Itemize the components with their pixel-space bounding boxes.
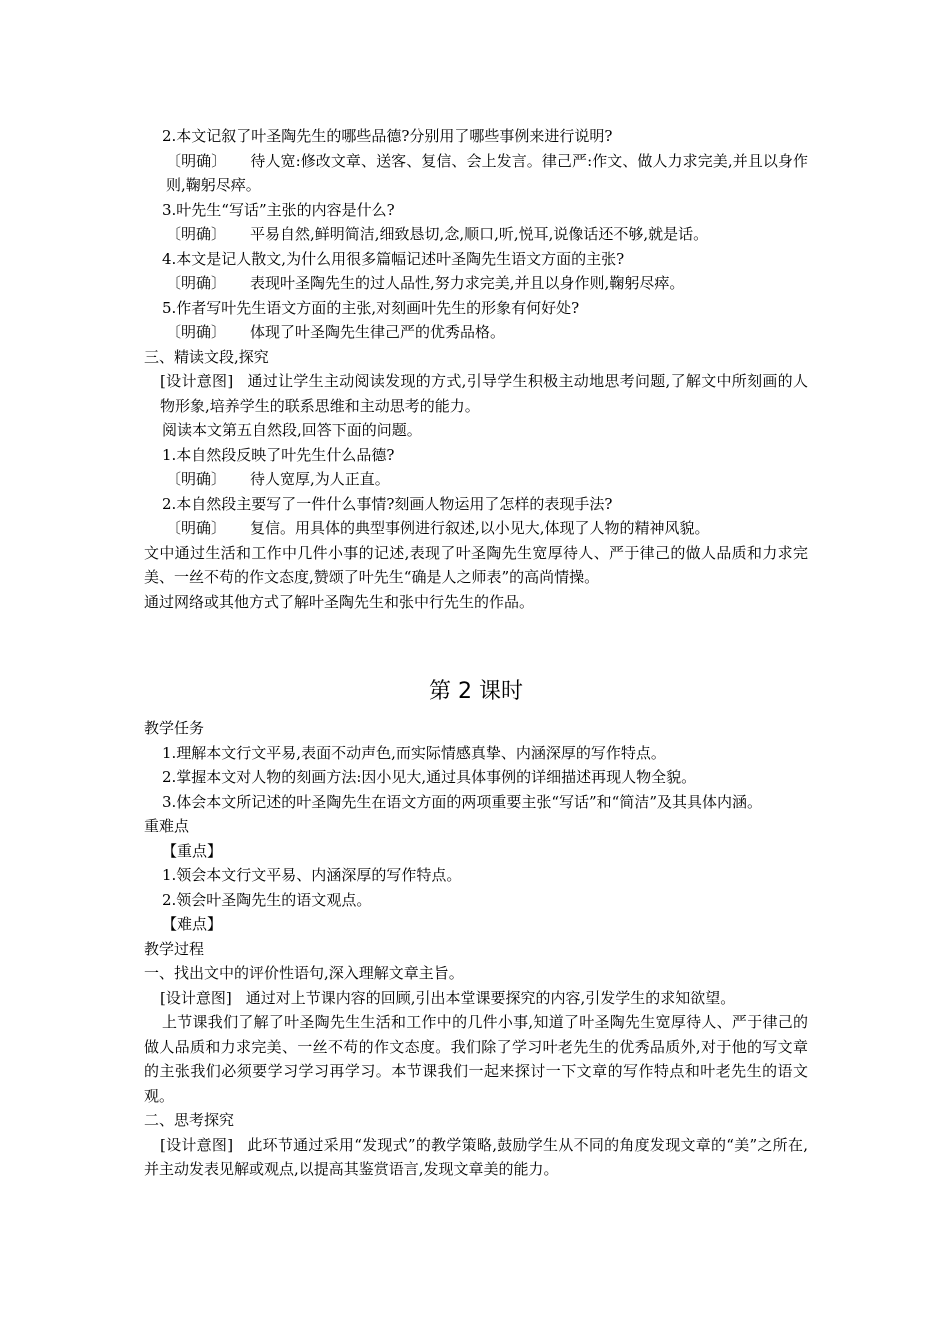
answer-label: 〔明确〕 xyxy=(166,519,227,537)
step-1-paragraph: 上节课我们了解了叶圣陶先生生活和工作中的几件小事,知道了叶圣陶先生宽厚待人、严于律己的做人品质和力求完美、一丝不苟的作文态度。我们除了学习叶老先生的优秀品质外,对于他的写文章的主张我们必须要学习学习再学习。本节课我们一起来探讨一下文章的写作特点和叶老先生的语文观。 xyxy=(144,1013,808,1105)
design-text: 通过对上节课内容的回顾,引出本堂课要探究的内容,引发学生的求知欲望。 xyxy=(245,988,736,1007)
design-label: [设计意图] xyxy=(160,1135,234,1154)
task-item: 2.掌握本文对人物的刻画方法:因小见大,通过具体事例的详细描述再现人物全貌。 xyxy=(162,768,697,786)
answer-label: 〔明确〕 xyxy=(166,274,227,292)
answer-2 xyxy=(144,149,808,198)
step-2-design-intent xyxy=(144,1133,808,1182)
answer-text: 复信。用具体的典型事例进行叙述,以小见大,体现了人物的精神风貌。 xyxy=(250,519,710,537)
answer-text: 待人宽厚,为人正直。 xyxy=(250,470,390,488)
key-item: 1.领会本文行文平易、内涵深厚的写作特点。 xyxy=(162,866,462,884)
answer-label: 〔明确〕 xyxy=(166,470,227,488)
design-label: [设计意图] xyxy=(160,988,232,1007)
section-heading-part3: 三、精读文段,探究 xyxy=(144,347,269,366)
answer-label: 〔明确〕 xyxy=(166,225,227,243)
answer-text: 平易自然,鲜明简洁,细致恳切,念,顺口,听,悦耳,说像话还不够,就是话。 xyxy=(250,225,709,243)
answer-label: 〔明确〕 xyxy=(166,151,227,170)
key-label: 【重点】 xyxy=(162,841,223,860)
key-points-heading: 重难点 xyxy=(144,817,190,835)
lesson-title: 第 2 课时 xyxy=(429,679,523,704)
question-4: 4.本文是记人散文,为什么用很多篇幅记述叶圣陶先生语文方面的主张? xyxy=(162,249,625,268)
answer-text: 体现了叶圣陶先生律己严的优秀品格。 xyxy=(250,323,506,341)
task-text: 3.体会本文所记述的叶圣陶先生在语文方面的两项重要主张“写话”和“简洁”及其具体内涵。 xyxy=(162,792,762,811)
question-2: 2.本文记叙了叶圣陶先生的哪些品德?分别用了哪些事例来进行说明? xyxy=(162,127,613,145)
summary-paragraph: 文中通过生活和工作中几件小事的记述,表现了叶圣陶先生宽厚待人、严于律己的做人品质和力求完美、一丝不苟的作文态度,赞颂了叶先生“确是人之师表”的高尚情操。 xyxy=(144,543,808,586)
question-5: 5.作者写叶先生语文方面的主张,对刻画叶先生的形象有何好处? xyxy=(162,298,580,317)
document-page xyxy=(144,124,808,1182)
answer-5 xyxy=(144,320,808,345)
key-item: 2.领会叶圣陶先生的语文观点。 xyxy=(162,890,372,909)
task-item: 1.理解本文行文平易,表面不动声色,而实际情感真挚、内涵深厚的写作特点。 xyxy=(162,743,666,762)
design-text: 通过让学生主动阅读发现的方式,引导学生积极主动地思考问题,了解文中所刻画的人物形象,培养学生的联系思维和主动思考的能力。 xyxy=(160,372,808,415)
step-1-heading: 一、找出文中的评价性语句,深入理解文章主旨。 xyxy=(144,964,464,982)
spacer xyxy=(144,614,808,676)
paragraph-answer-1 xyxy=(144,467,808,492)
design-intent xyxy=(144,369,808,418)
extension-paragraph: 通过网络或其他方式了解叶圣陶先生和张中行先生的作品。 xyxy=(144,592,535,611)
step-1-design-intent xyxy=(144,986,808,1011)
step-2-heading: 二、思考探究 xyxy=(144,1111,235,1129)
process-heading: 教学过程 xyxy=(144,939,205,958)
answer-label: 〔明确〕 xyxy=(166,323,227,341)
question-3: 3.叶先生“写话”主张的内容是什么? xyxy=(162,200,395,219)
tasks-heading: 教学任务 xyxy=(144,719,205,737)
read-instruction: 阅读本文第五自然段,回答下面的问题。 xyxy=(162,421,422,439)
paragraph-question-2: 2.本自然段主要写了一件什么事情?刻画人物运用了怎样的表现手法? xyxy=(162,494,613,513)
answer-4 xyxy=(144,271,808,296)
design-label: [设计意图] xyxy=(160,372,234,390)
task-item xyxy=(144,790,808,815)
answer-3 xyxy=(144,222,808,247)
design-text: 此环节通过采用“发现式”的教学策略,鼓励学生从不同的角度发现文章的“美”之所在,并主动发表见解或观点,以提高其鉴赏语言,发现文章美的能力。 xyxy=(144,1135,808,1178)
answer-text: 待人宽:修改文章、送客、复信、会上发言。律己严:作文、做人力求完美,并且以身作则,鞠躬尽瘁。 xyxy=(166,151,808,194)
difficult-label: 【难点】 xyxy=(162,915,223,933)
paragraph-question-1: 1.本自然段反映了叶先生什么品德? xyxy=(162,445,395,464)
paragraph-answer-2 xyxy=(144,516,808,541)
answer-text: 表现叶圣陶先生的过人品性,努力求完美,并且以身作则,鞠躬尽瘁。 xyxy=(250,274,685,292)
